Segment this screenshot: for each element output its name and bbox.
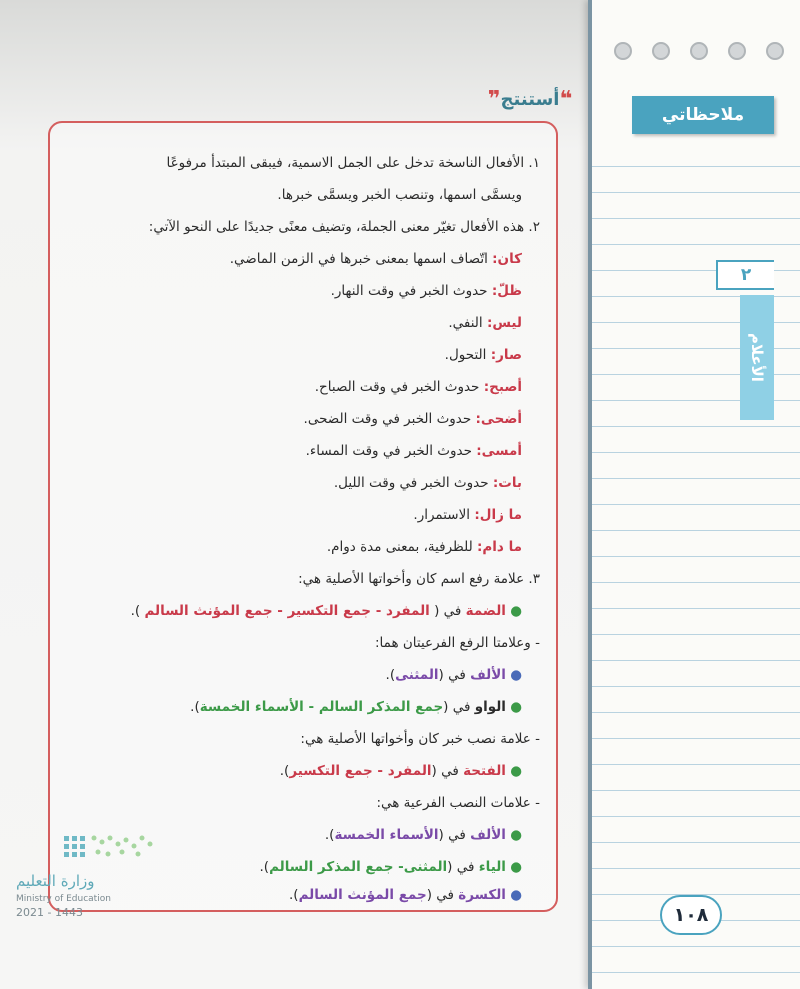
ministry-name-english: Ministry of Education <box>16 894 111 904</box>
verb-term: ما زال: <box>474 507 522 523</box>
ministry-year: 2021 - 1443 <box>16 906 83 919</box>
mark-cases: المفرد - جمع التكسير <box>289 763 432 779</box>
mark-term: الفتحة <box>463 763 506 779</box>
raf-sub-intro: - وعلامتا الرفع الفرعيتان هما: <box>375 635 540 651</box>
verb-laysa <box>448 313 522 333</box>
binder-hole-icon <box>652 42 670 60</box>
paragraph-1a: ١. الأفعال الناسخة تدخل على الجمل الاسمية، فيبقى المبتدأ مرفوعًا <box>166 155 540 171</box>
mark-end: ). <box>279 763 290 779</box>
mark-in: في ( <box>438 827 471 843</box>
mark-end: ). <box>130 603 145 619</box>
binder-hole-icon <box>728 42 746 60</box>
bullet-icon: ● <box>510 603 522 619</box>
bullet-icon: ● <box>510 699 522 715</box>
verb-bata <box>334 473 522 493</box>
mark-in: في ( <box>431 763 464 779</box>
bullet-icon: ● <box>510 887 522 903</box>
verb-meaning: للظرفية، بمعنى مدة دوام. <box>326 539 478 555</box>
verb-madama <box>327 537 522 557</box>
mark-cases: جمع المؤنث السالم <box>298 887 427 903</box>
mark-cases: الأسماء الخمسة <box>334 827 439 843</box>
mark-cases: جمع المذكر السالم - الأسماء الخمسة <box>199 699 444 715</box>
binder-hole-icon <box>766 42 784 60</box>
verb-meaning: حدوث الخبر في وقت النهار. <box>330 283 492 299</box>
nasb-sub1 <box>325 825 522 845</box>
verb-sara <box>445 345 522 365</box>
notes-title: ملاحظاتي <box>632 96 774 134</box>
open-quote-icon: ❝ <box>559 86 573 112</box>
mark-end: ). <box>324 827 335 843</box>
mark-term: الألف <box>470 667 506 683</box>
raf-sub2 <box>190 697 522 717</box>
bullet-icon: ● <box>510 827 522 843</box>
mark-cases: المفرد - جمع التكسير - جمع المؤنث السالم <box>144 603 430 619</box>
verb-term: ظلّ: <box>491 283 522 299</box>
mark-in: في ( <box>429 603 466 619</box>
verb-term: أمسى: <box>476 443 522 459</box>
close-quote-icon: ❞ <box>487 86 501 112</box>
mark-end: ). <box>289 887 299 903</box>
verb-term: ليس: <box>486 315 522 331</box>
paragraph-2: ٢. هذه الأفعال تغيّر معنى الجملة، وتضيف معنًى جديدًا على النحو الآتي: <box>148 219 540 235</box>
mark-end: ). <box>259 859 270 875</box>
section-title-label: أستنتج <box>500 88 560 110</box>
nasb-intro: - علامة نصب خبر كان وأخواتها الأصلية هي: <box>300 731 540 747</box>
mark-term: الواو <box>474 699 506 715</box>
verb-term: صار: <box>490 347 522 363</box>
verb-meaning: حدوث الخبر في وقت المساء. <box>305 443 477 459</box>
verb-term: أصبح: <box>483 379 522 395</box>
mark-term: الضمة <box>465 603 506 619</box>
verb-term: بات: <box>492 475 522 491</box>
verb-term: كان: <box>492 251 522 267</box>
mark-cases: المثنى- جمع المذكر السالم <box>269 859 448 875</box>
raf-sub1 <box>386 665 522 685</box>
verb-meaning: اتّصاف اسمها بمعنى خبرها في الزمن الماضي. <box>229 251 493 267</box>
chapter-number: ٢ <box>716 260 774 290</box>
mark-in: في ( <box>426 887 459 903</box>
mark-term: الكسرة <box>458 887 506 903</box>
nasb-main <box>280 761 522 781</box>
binder-hole-icon <box>614 42 632 60</box>
mark-end: ). <box>385 667 396 683</box>
nasb-sub2 <box>260 857 522 877</box>
binder-hole-icon <box>690 42 708 60</box>
chapter-tab: الأعلام <box>740 295 774 420</box>
verb-kana <box>230 249 522 269</box>
paragraph-1b: ويسمَّى اسمها، وتنصب الخبر ويسمَّى خبرها. <box>277 187 522 203</box>
ministry-logo-icon <box>62 832 158 862</box>
mark-in: في ( <box>443 699 475 715</box>
mark-cases: المثنى <box>395 667 439 683</box>
mark-in: في ( <box>447 859 479 875</box>
verb-adha <box>304 409 522 429</box>
mark-end: ). <box>190 699 200 715</box>
verb-meaning: الاستمرار. <box>413 507 475 523</box>
raf-main <box>131 601 522 621</box>
bullet-icon: ● <box>510 859 522 875</box>
verb-meaning: حدوث الخبر في وقت الضحى. <box>303 411 476 427</box>
verb-term: ما دام: <box>477 539 522 555</box>
bullet-icon: ● <box>510 763 522 779</box>
verb-asbaha <box>315 377 522 397</box>
nasb-sub3 <box>289 885 522 905</box>
paragraph-3: ٣. علامة رفع اسم كان وأخواتها الأصلية هي: <box>298 571 540 587</box>
nasb-sub-intro: - علامات النصب الفرعية هي: <box>376 795 540 811</box>
verb-meaning: التحول. <box>444 347 491 363</box>
bullet-icon: ● <box>510 667 522 683</box>
verb-mazala <box>413 505 522 525</box>
verb-meaning: النفي. <box>448 315 487 331</box>
mark-term: الياء <box>478 859 506 875</box>
conclusion-box <box>48 121 558 912</box>
verb-meaning: حدوث الخبر في وقت الليل. <box>333 475 493 491</box>
mark-term: الألف <box>470 827 506 843</box>
verb-term: أضحى: <box>475 411 522 427</box>
verb-amsa <box>306 441 522 461</box>
page-number: ١٠٨ <box>660 895 722 935</box>
mark-in: في ( <box>438 667 471 683</box>
ministry-name-arabic: وزارة التعليم <box>16 872 95 890</box>
verb-zalla <box>331 281 522 301</box>
section-title <box>488 84 572 114</box>
verb-meaning: حدوث الخبر في وقت الصباح. <box>314 379 484 395</box>
